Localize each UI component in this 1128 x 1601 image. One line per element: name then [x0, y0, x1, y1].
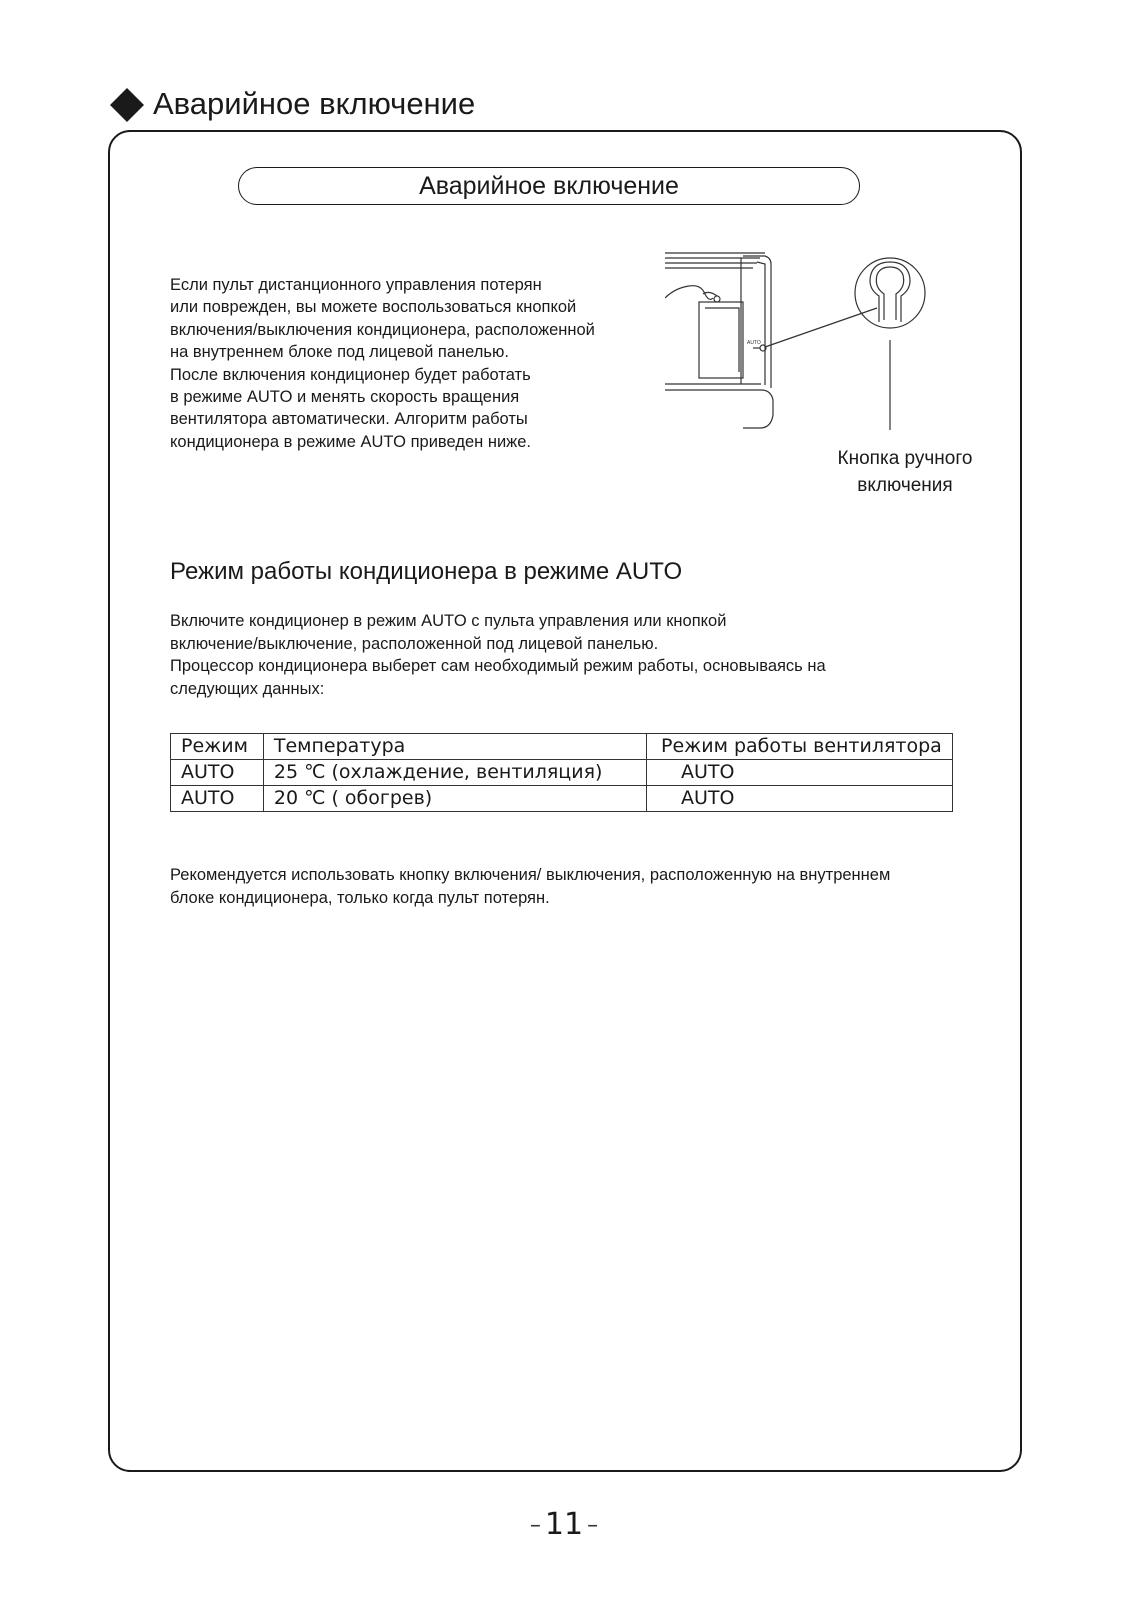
paragraph-line: включение/выключение, расположенной под лицевой панелью. — [170, 634, 659, 653]
auto-mode-paragraph — [170, 610, 1010, 700]
intro-line: Если пульт дистанционного управления потерян — [170, 276, 542, 294]
table-cell: 25 ℃ (охлаждение, вентиляция) — [263, 760, 646, 786]
table-row — [171, 786, 953, 812]
auto-mode-table — [170, 733, 953, 812]
table-header-cell: Режим работы вентилятора — [646, 734, 952, 760]
paragraph-line: следующих данных: — [170, 679, 325, 698]
table-header-row — [171, 734, 953, 760]
page-number — [0, 1505, 1128, 1546]
table-cell: 20 ℃ ( обогрев) — [263, 786, 646, 812]
intro-line: вентилятора автоматически. Алгоритм работы — [170, 410, 528, 429]
section-pill-title: Аварийное включение — [238, 167, 860, 205]
page-number-value: 11 — [544, 1507, 584, 1542]
table-cell: AUTO — [646, 786, 952, 812]
intro-line: на внутреннем блоке под лицевой панелью. — [170, 343, 509, 362]
page-dash: – — [529, 1512, 541, 1538]
table-row — [171, 760, 953, 786]
page-dash: – — [587, 1512, 599, 1538]
note-line: блоке кондиционера, только когда пульт потерян. — [170, 888, 550, 907]
table-header-cell: Режим — [171, 734, 264, 760]
recommendation-note — [170, 864, 1010, 909]
indoor-unit-illustration — [665, 250, 985, 445]
intro-line: в режиме AUTO и менять скорость вращения — [170, 388, 520, 407]
caption-line: включения — [857, 475, 953, 496]
intro-line: После включения кондиционер будет работать — [170, 365, 531, 384]
intro-line: включения/выключения кондиционера, расположенной — [170, 320, 595, 339]
page-title: Аварийное включение — [153, 86, 476, 121]
table-header-cell: Температура — [263, 734, 646, 760]
auto-button-label: AUTO — [747, 340, 761, 346]
intro-line: кондиционера в режиме AUTO приведен ниже. — [170, 432, 531, 451]
caption-line: Кнопка ручного — [837, 448, 973, 469]
table-cell: AUTO — [171, 786, 264, 812]
table-cell: AUTO — [646, 760, 952, 786]
note-line: Рекомендуется использовать кнопку включения/ выключения, расположенную на внутреннем — [170, 866, 891, 884]
intro-line: или поврежден, вы можете воспользоваться кнопкой — [170, 298, 577, 317]
diamond-bullet-icon — [110, 88, 144, 122]
paragraph-line: Включите кондиционер в режим AUTO с пульта управления или кнопкой — [170, 612, 727, 630]
paragraph-line: Процессор кондиционера выберет сам необходимый режим работы, основываясь на — [170, 657, 826, 675]
intro-text — [170, 274, 670, 453]
section-title: Режим работы кондиционера в режиме AUTO — [170, 558, 683, 585]
table-cell: AUTO — [171, 760, 264, 786]
manual-button-caption — [800, 445, 1010, 499]
